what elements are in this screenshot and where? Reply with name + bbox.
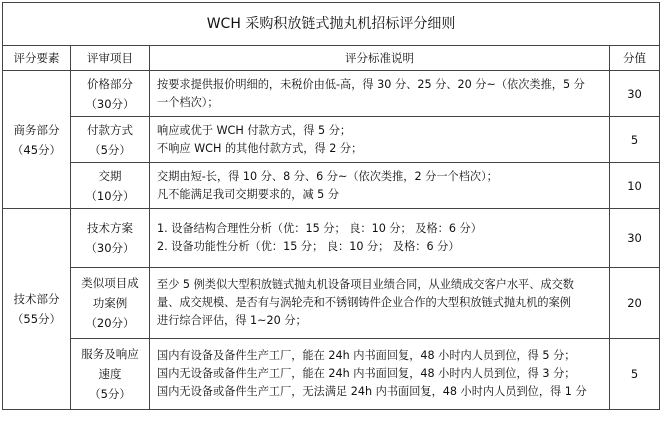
category-name: 商务部分 (13, 122, 60, 137)
desc-line: 凡不能满足我司交期要求的，减 5 分 (157, 187, 340, 201)
item-line: （10分） (85, 188, 135, 203)
desc-cases (150, 268, 610, 339)
table-row (3, 339, 660, 410)
desc-line: 交期由短-长，得 10 分、8 分、6 分~（依次类推，2 分一个档次）； (157, 169, 498, 183)
score-tech-plan: 30 (610, 209, 660, 268)
table-row (3, 117, 660, 163)
header-factor: 评分要素 (3, 46, 71, 71)
score-price: 30 (610, 71, 660, 117)
score-cases: 20 (610, 268, 660, 339)
header-desc: 评分标准说明 (150, 46, 610, 71)
item-line: 技术方案 (87, 221, 133, 235)
desc-line: 按要求提供报价明细的，未税价由低-高，得 30 分、25 分、20 分~（依次类推，5 分 (157, 77, 585, 91)
score-delivery: 10 (610, 163, 660, 209)
item-line: 交期 (98, 168, 122, 183)
item-line: （20分） (85, 316, 135, 330)
header-item: 评审项目 (71, 46, 150, 71)
desc-line: 进行综合评估，得 1~20 分； (157, 314, 307, 327)
table-title: WCH 采购积放链式抛丸机招标评分细则 (3, 3, 660, 46)
desc-delivery (150, 163, 610, 209)
score-service: 5 (610, 339, 660, 410)
item-line: 速度 (98, 367, 122, 381)
item-line: （5分） (89, 387, 131, 401)
item-delivery (71, 163, 150, 209)
scoring-table (2, 2, 660, 410)
scoring-sheet (2, 2, 659, 427)
desc-line: 国内有设备及备件生产工厂，能在 24h 内书面回复，48 小时内人员到位，得 5 分； (157, 349, 576, 362)
desc-price (150, 71, 610, 117)
item-line: 价格部分 (87, 76, 133, 91)
item-payment (71, 117, 150, 163)
item-line: 类似项目成 (81, 276, 139, 290)
desc-payment (150, 117, 610, 163)
table-row (3, 163, 660, 209)
category-points: （45分） (11, 142, 62, 157)
item-cases (71, 268, 150, 339)
item-line: （30分） (85, 241, 135, 255)
item-line: （5分） (89, 142, 131, 157)
desc-line: 1. 设备结构合理性分析（优：15 分； 良：10 分； 及格：6 分） (157, 222, 482, 235)
table-row (3, 209, 660, 268)
desc-line: 响应或优于 WCH 付款方式，得 5 分； (157, 123, 352, 137)
item-line: （30分） (85, 96, 135, 111)
item-line: 功案例 (92, 296, 128, 310)
desc-line: 不响应 WCH 的其他付款方式，得 2 分； (157, 141, 363, 155)
category-business (3, 71, 71, 209)
table-row (3, 71, 660, 117)
category-name: 技术部分 (13, 292, 60, 306)
item-service (71, 339, 150, 410)
table-row (3, 268, 660, 339)
item-line: 付款方式 (87, 122, 133, 137)
category-points: （55分） (11, 312, 62, 326)
desc-service (150, 339, 610, 410)
item-price (71, 71, 150, 117)
desc-line: 至少 5 例类似大型积放链式抛丸机设备项目业绩合同，从业绩成交客户水平、成交数 (157, 278, 574, 291)
desc-line: 国内无设备或备件生产工厂，无法满足 24h 内书面回复，48 小时内人员到位，得 1 分 (157, 385, 587, 398)
item-line: 服务及响应 (81, 347, 139, 361)
header-score: 分值 (610, 46, 660, 71)
desc-line: 2. 设备功能性分析（优：15 分； 良：10 分； 及格：6 分） (157, 240, 460, 253)
desc-line: 国内无设备或备件生产工厂，能在 24h 内书面回复，48 小时内人员到位，得 3 分； (157, 367, 576, 380)
desc-line: 量、成交规模、是否有与涡轮壳和不锈钢铸件企业合作的大型积放链式抛丸机的案例 (157, 296, 571, 309)
header-row (3, 46, 660, 71)
score-payment: 5 (610, 117, 660, 163)
desc-line: 一个档次）； (157, 95, 219, 109)
item-tech-plan (71, 209, 150, 268)
desc-tech-plan (150, 209, 610, 268)
category-technical (3, 209, 71, 410)
